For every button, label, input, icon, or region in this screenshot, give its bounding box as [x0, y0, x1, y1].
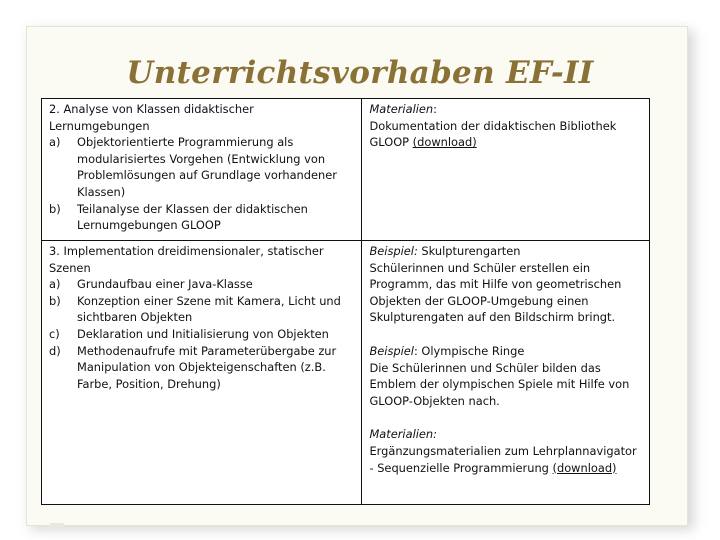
materials-label-line — [369, 101, 643, 118]
example-description: Schülerinnen und Schüler erstellen ein Programm, das mit Hilfe von geometrischen Objekten der GLOOP-Umgebung einen Skulpturengaten auf den Bildschirm bringt. — [369, 260, 622, 325]
example-olympische-ringe — [369, 343, 643, 360]
topic-cell — [42, 99, 362, 241]
materials-label-colon: : — [433, 102, 437, 116]
list-item-text: Konzeption einer Szene mit Kamera, Licht und sichtbaren Objekten — [77, 293, 341, 325]
topic-heading: 3. Implementation dreidimensionaler, statischer Szenen — [49, 244, 324, 275]
example-title: Skulpturengarten — [421, 244, 521, 258]
example-description: Die Schülerinnen und Schüler bilden das Emblem der olympischen Spiele mit Hilfe von GLOOP-Objekten nach. — [369, 360, 630, 408]
example-title: : Olympische Ringe — [413, 343, 525, 358]
list-item-text: Methodenaufrufe mit Parameterübergabe zur Manipulation von Objekteigenschaften (z.B. Farbe, Position, Drehung) — [77, 343, 337, 391]
materials-description: Ergänzungsmaterialien zum Lehrplannavigator - Sequenzielle Programmierung — [369, 443, 637, 475]
download-link[interactable]: (download) — [552, 460, 617, 475]
lesson-table — [41, 98, 650, 505]
table-row — [42, 241, 650, 505]
list-item-text: Deklaration und Initialisierung von Objekten — [77, 326, 329, 341]
list-marker: c) — [49, 326, 60, 341]
materials-cell — [362, 99, 650, 241]
list-marker: b) — [49, 293, 61, 308]
materials-label: Materialien — [369, 102, 434, 116]
list-marker: d) — [49, 343, 61, 358]
example-label: Beispiel — [369, 343, 414, 358]
examples-cell — [362, 241, 650, 505]
spacer — [369, 326, 643, 343]
list-marker: a) — [49, 277, 61, 292]
list-item-text: Teilanalyse der Klassen der didaktischen Lernumgebungen GLOOP — [77, 201, 308, 233]
topic-list — [49, 134, 355, 234]
topic-list — [49, 276, 355, 392]
materials-text — [369, 443, 643, 476]
list-item — [49, 276, 355, 293]
list-marker: a) — [49, 135, 61, 150]
materials-description: Dokumentation der didaktischen Bibliothek GLOOP — [369, 118, 617, 150]
list-item-text: Grundaufbau einer Java-Klasse — [77, 277, 253, 292]
slide-title: Unterrichtsvorhaben EF-II — [126, 55, 594, 91]
example-skulpturengarten — [369, 243, 643, 260]
list-item — [49, 134, 355, 200]
spacer — [369, 409, 643, 426]
table-row — [42, 99, 650, 241]
materials-label: Materialien: — [369, 427, 437, 442]
topic-cell — [42, 241, 362, 505]
list-marker: b) — [49, 201, 61, 216]
list-item — [49, 343, 355, 393]
list-item — [49, 326, 355, 343]
example-label: Beispiel: — [369, 244, 418, 258]
download-link[interactable]: (download) — [412, 135, 477, 150]
list-item — [49, 201, 355, 234]
decorative-mark — [50, 523, 64, 529]
list-item-text: Objektorientierte Programmierung als modularisiertes Vorgehen (Entwicklung von Problemlösungen auf Grundlage vorhandener Klassen) — [77, 135, 337, 199]
materials-text — [369, 118, 643, 151]
list-item — [49, 293, 355, 326]
topic-heading: 2. Analyse von Klassen didaktischer Lernumgebungen — [49, 102, 254, 133]
